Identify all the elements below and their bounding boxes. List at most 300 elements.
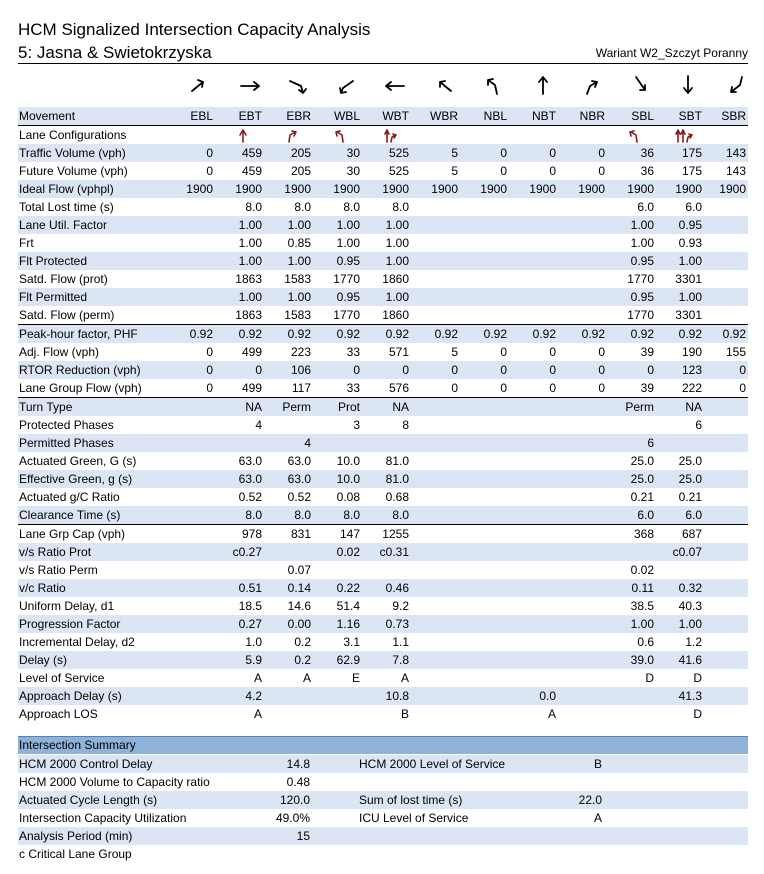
row-label: Progression Factor	[18, 615, 176, 633]
table-cell	[509, 669, 558, 687]
table-cell: 0.32	[656, 579, 704, 597]
table-cell	[704, 543, 748, 561]
table-cell: 4.2	[215, 687, 264, 705]
table-cell	[176, 234, 215, 252]
table-row	[18, 633, 748, 651]
table-cell: 1860	[362, 306, 411, 325]
table-row	[18, 398, 748, 417]
table-cell: D	[693, 671, 702, 685]
table-row	[18, 325, 748, 344]
table-cell	[704, 470, 748, 488]
table-cell	[411, 126, 460, 145]
variant-label: Wariant W2_Szczyt Poranny	[595, 46, 748, 60]
table-cell	[411, 633, 460, 651]
table-cell: 1.00	[656, 288, 704, 306]
table-cell	[362, 434, 411, 452]
table-cell: 5	[451, 345, 458, 359]
table-header-row	[18, 107, 748, 126]
summary-label-secondary: Sum of lost time (s)	[359, 793, 463, 807]
sbl-arrow-icon	[630, 74, 652, 96]
table-cell	[460, 651, 509, 669]
table-cell: D	[645, 671, 654, 685]
summary-value: 14.8	[286, 757, 310, 771]
table-cell: 1900	[176, 180, 215, 198]
table-cell: A	[547, 707, 556, 721]
table-cell	[558, 288, 607, 306]
row-label: Effective Green, g (s)	[18, 470, 176, 488]
table-cell	[704, 434, 748, 452]
table-row	[18, 343, 748, 361]
table-cell: 0.92	[704, 325, 748, 344]
table-cell	[607, 543, 656, 561]
table-row	[18, 506, 748, 525]
summary-row	[18, 809, 748, 827]
summary-label-secondary: HCM 2000 Level of Service	[359, 757, 506, 771]
row-label: Actuated g/C Ratio	[19, 490, 120, 504]
table-cell: 0.92	[411, 325, 460, 344]
through-through-right-lane-icon	[675, 128, 693, 144]
table-cell: 1583	[264, 306, 313, 325]
table-cell: 5	[451, 164, 458, 178]
table-cell: 41.3	[656, 687, 704, 705]
table-cell	[704, 615, 748, 633]
table-cell: 1.1	[392, 635, 409, 649]
table-cell	[176, 216, 215, 234]
table-cell	[558, 416, 607, 434]
table-cell: B	[400, 707, 409, 721]
table-cell: 525	[388, 164, 409, 178]
table-cell	[313, 705, 362, 723]
table-cell	[509, 288, 558, 306]
table-cell: 1.00	[336, 236, 360, 250]
table-cell	[313, 434, 362, 452]
table-cell: NA	[215, 398, 264, 417]
table-cell	[509, 216, 558, 234]
table-row	[18, 288, 748, 306]
table-cell: 30	[313, 144, 362, 162]
table-cell	[460, 198, 509, 216]
table-cell: 8.0	[392, 200, 409, 214]
table-cell	[411, 452, 460, 470]
row-label: v/s Ratio Perm	[19, 563, 98, 577]
table-cell: 39.0	[607, 651, 656, 669]
table-cell: 0	[460, 379, 509, 398]
table-cell: 8	[402, 418, 409, 432]
table-cell: 0.14	[264, 579, 313, 597]
table-cell: 0.92	[215, 325, 264, 344]
table-cell	[704, 705, 748, 723]
table-row	[18, 234, 748, 252]
table-cell	[704, 488, 748, 506]
table-cell	[215, 561, 264, 579]
table-cell: 0.51	[215, 579, 264, 597]
left-lane-icon	[333, 128, 351, 144]
table-cell: 0.00	[264, 615, 313, 633]
table-cell: 41.6	[656, 651, 704, 669]
table-cell	[411, 398, 460, 417]
table-row	[18, 270, 748, 288]
table-cell: Perm	[264, 398, 313, 417]
table-cell	[411, 488, 460, 506]
table-cell	[558, 525, 607, 544]
table-cell: 1.00	[264, 252, 313, 270]
table-cell	[411, 543, 460, 561]
table-cell	[264, 416, 313, 434]
table-cell	[509, 597, 558, 615]
table-cell	[313, 126, 362, 145]
table-cell	[215, 126, 264, 145]
table-row	[18, 198, 748, 216]
table-cell	[607, 687, 656, 705]
wbl-arrow-icon	[335, 74, 357, 96]
table-cell: 525	[362, 144, 411, 162]
table-cell: 1.00	[656, 615, 704, 633]
table-cell: 1900	[607, 180, 656, 198]
table-cell: 6	[695, 418, 702, 432]
table-cell: 0.85	[287, 236, 311, 250]
table-cell: 222	[656, 379, 704, 398]
table-cell	[558, 452, 607, 470]
table-cell: 0.92	[264, 325, 313, 344]
summary-title: Intersection Summary	[19, 738, 136, 752]
column-header-wbr: WBR	[411, 107, 460, 126]
table-cell: 25.0	[656, 470, 704, 488]
table-cell	[411, 579, 460, 597]
table-cell: 1900	[362, 180, 411, 198]
row-label: Lane Grp Cap (vph)	[19, 527, 126, 541]
table-cell: 0.2	[264, 651, 313, 669]
table-cell	[362, 126, 411, 145]
table-cell: 1860	[382, 272, 409, 286]
table-cell: 1255	[382, 527, 409, 541]
row-label: Uniform Delay, d1	[19, 599, 115, 613]
table-cell: 1583	[284, 272, 311, 286]
table-cell: 1770	[333, 272, 360, 286]
table-cell	[176, 651, 215, 669]
row-label: Flt Permitted	[18, 288, 176, 306]
table-cell: 1.00	[313, 216, 362, 234]
table-cell	[176, 615, 215, 633]
through-lane-icon	[235, 128, 253, 144]
table-cell: 147	[339, 527, 360, 541]
row-label: Approach Delay (s)	[18, 687, 176, 705]
table-cell: 1770	[313, 306, 362, 325]
table-cell	[215, 434, 264, 452]
table-cell	[411, 416, 460, 434]
table-cell: 8.0	[343, 200, 360, 214]
table-cell	[509, 543, 558, 561]
table-row	[18, 416, 748, 434]
table-cell	[176, 543, 215, 561]
table-cell: 978	[241, 527, 262, 541]
table-cell: 205	[264, 144, 313, 162]
table-cell: 0.92	[607, 325, 656, 344]
table-cell: A	[253, 671, 262, 685]
table-cell: 1.00	[656, 252, 704, 270]
summary-value-secondary: A	[593, 811, 602, 825]
table-cell	[176, 452, 215, 470]
table-cell	[176, 288, 215, 306]
summary-value: 120.0	[279, 793, 310, 807]
table-cell	[460, 306, 509, 325]
row-label: Total Lost time (s)	[19, 200, 114, 214]
table-cell	[607, 416, 656, 434]
table-cell: 0.27	[215, 615, 264, 633]
header-divider	[18, 63, 748, 64]
table-cell	[607, 705, 656, 723]
row-label: Turn Type	[18, 398, 176, 417]
column-header-ebr: EBR	[264, 107, 313, 126]
table-cell: 6.0	[637, 200, 654, 214]
summary-value-secondary: 22.0	[578, 793, 602, 807]
table-cell: 0.95	[313, 288, 362, 306]
table-cell	[176, 126, 215, 145]
table-cell: 499	[215, 379, 264, 398]
column-header-nbl: NBL	[460, 107, 509, 126]
table-cell: c0.31	[362, 543, 411, 561]
row-label: Incremental Delay, d2	[19, 635, 135, 649]
table-cell	[411, 506, 460, 525]
ebl-arrow-icon	[188, 74, 210, 96]
table-cell: 4	[255, 418, 262, 432]
table-cell	[704, 216, 748, 234]
table-cell: 63.0	[215, 470, 264, 488]
row-label: Delay (s)	[18, 651, 176, 669]
table-cell: 117	[264, 379, 313, 398]
table-row	[18, 379, 748, 398]
table-cell	[509, 470, 558, 488]
movement-arrow-row	[0, 70, 764, 104]
column-header-wbt: WBT	[362, 107, 411, 126]
table-cell	[176, 687, 215, 705]
table-cell	[176, 488, 215, 506]
right-lane-icon	[284, 128, 302, 144]
column-header-sbt: SBT	[656, 107, 704, 126]
row-label: Ideal Flow (vphpl)	[18, 180, 176, 198]
table-cell	[704, 633, 748, 651]
table-cell: 0	[509, 379, 558, 398]
table-cell: 0	[509, 144, 558, 162]
row-label: Adj. Flow (vph)	[19, 345, 100, 359]
table-cell	[509, 126, 558, 145]
table-cell: 205	[290, 164, 311, 178]
table-cell	[460, 398, 509, 417]
table-cell	[313, 561, 362, 579]
table-cell	[176, 633, 215, 651]
table-cell: 1.16	[313, 615, 362, 633]
table-row	[18, 470, 748, 488]
table-cell: 25.0	[678, 454, 702, 468]
table-cell: 0.21	[678, 490, 702, 504]
table-cell: 0.92	[362, 325, 411, 344]
table-cell: 0	[558, 144, 607, 162]
summary-label: Actuated Cycle Length (s)	[19, 793, 158, 807]
table-cell: 175	[656, 144, 704, 162]
column-header-sbl: SBL	[607, 107, 656, 126]
table-cell	[509, 270, 558, 288]
table-row	[18, 434, 748, 452]
table-cell	[558, 198, 607, 216]
table-cell	[656, 561, 704, 579]
table-cell	[460, 434, 509, 452]
table-cell: 33	[313, 379, 362, 398]
table-cell: 0	[206, 345, 213, 359]
table-row	[18, 361, 748, 379]
table-cell: 0.02	[630, 563, 654, 577]
table-cell	[460, 452, 509, 470]
table-row	[18, 705, 748, 723]
summary-label-secondary: ICU Level of Service	[359, 811, 469, 825]
report-title: HCM Signalized Intersection Capacity Analysis	[18, 20, 371, 39]
table-row	[18, 669, 748, 687]
table-cell	[264, 705, 313, 723]
table-cell: 0	[176, 379, 215, 398]
table-cell: 1.00	[362, 288, 411, 306]
through-right-lane-icon	[382, 128, 400, 144]
table-cell	[509, 633, 558, 651]
summary-row	[18, 773, 748, 791]
table-cell: A	[400, 671, 409, 685]
table-cell: 1863	[215, 306, 264, 325]
table-cell: D	[693, 707, 702, 721]
table-cell: 3301	[656, 306, 704, 325]
table-cell: 687	[681, 527, 702, 541]
wbt-arrow-icon	[384, 74, 406, 96]
table-cell	[460, 615, 509, 633]
table-cell	[558, 126, 607, 145]
table-cell: NA	[362, 398, 411, 417]
table-cell: 8.0	[362, 506, 411, 525]
table-cell	[460, 687, 509, 705]
table-cell	[460, 288, 509, 306]
table-cell: 0.21	[630, 490, 654, 504]
table-cell: 0.11	[607, 579, 656, 597]
table-cell	[558, 579, 607, 597]
table-cell	[411, 434, 460, 452]
table-cell	[509, 434, 558, 452]
table-cell	[176, 198, 215, 216]
table-cell	[176, 306, 215, 325]
table-cell: 6.0	[656, 506, 704, 525]
table-cell: 0	[598, 345, 605, 359]
summary-label: HCM 2000 Control Delay	[19, 757, 153, 771]
table-cell: 1.00	[607, 615, 656, 633]
table-cell	[558, 561, 607, 579]
table-cell: 155	[725, 345, 746, 359]
row-label: Approach LOS	[19, 707, 98, 721]
table-cell	[558, 615, 607, 633]
table-cell	[411, 651, 460, 669]
table-cell: 1900	[264, 180, 313, 198]
table-cell	[460, 705, 509, 723]
table-cell	[176, 416, 215, 434]
table-cell: 51.4	[336, 599, 360, 613]
row-label: Flt Protected	[18, 252, 176, 270]
table-cell	[558, 669, 607, 687]
table-cell	[558, 543, 607, 561]
table-cell: 0.07	[287, 563, 311, 577]
table-cell	[704, 452, 748, 470]
table-cell: 0.92	[313, 325, 362, 344]
table-cell: 3.1	[343, 635, 360, 649]
summary-row	[18, 791, 748, 809]
table-cell: 499	[241, 345, 262, 359]
table-cell: 38.5	[630, 599, 654, 613]
table-row	[18, 525, 748, 544]
table-cell	[558, 705, 607, 723]
table-cell: 1.2	[685, 635, 702, 649]
table-cell: 1.00	[362, 252, 411, 270]
table-cell: 0.93	[678, 236, 702, 250]
table-cell: 8.0	[245, 200, 262, 214]
row-label: Frt	[19, 236, 34, 250]
table-cell: 1.00	[607, 216, 656, 234]
table-cell	[411, 234, 460, 252]
table-cell: 81.0	[362, 470, 411, 488]
table-cell: 0	[704, 361, 748, 379]
table-cell: 1900	[411, 180, 460, 198]
table-cell: 62.9	[313, 651, 362, 669]
table-cell: 0	[176, 144, 215, 162]
table-row	[18, 687, 748, 705]
table-cell	[558, 506, 607, 525]
table-cell: 3	[353, 418, 360, 432]
table-cell	[176, 579, 215, 597]
table-row	[18, 216, 748, 234]
table-cell: c0.07	[656, 543, 704, 561]
table-cell	[509, 452, 558, 470]
table-cell	[460, 597, 509, 615]
table-row	[18, 162, 748, 180]
table-cell	[176, 705, 215, 723]
table-cell: 5	[411, 144, 460, 162]
table-cell: 1900	[460, 180, 509, 198]
table-cell	[313, 687, 362, 705]
table-cell	[607, 126, 656, 145]
row-label: Peak-hour factor, PHF	[18, 325, 176, 344]
table-cell: 1.00	[362, 216, 411, 234]
table-cell	[176, 525, 215, 544]
table-cell	[558, 597, 607, 615]
table-cell	[411, 198, 460, 216]
table-cell	[411, 687, 460, 705]
table-cell	[411, 270, 460, 288]
table-cell	[264, 126, 313, 145]
table-cell: 10.0	[313, 470, 362, 488]
table-cell: 0.92	[460, 325, 509, 344]
row-label: Permitted Phases	[18, 434, 176, 452]
row-label: v/s Ratio Prot	[18, 543, 176, 561]
table-cell	[460, 561, 509, 579]
table-row	[18, 615, 748, 633]
table-cell	[509, 398, 558, 417]
summary-row	[18, 827, 748, 845]
table-cell	[362, 561, 411, 579]
table-cell: NA	[656, 398, 704, 417]
table-cell: 1.00	[238, 236, 262, 250]
table-cell: 0.95	[607, 252, 656, 270]
table-cell: 14.6	[287, 599, 311, 613]
table-cell	[704, 234, 748, 252]
table-cell: 175	[681, 164, 702, 178]
table-cell: 1900	[558, 180, 607, 198]
table-row	[18, 543, 748, 561]
table-cell	[460, 126, 509, 145]
table-cell: 0	[362, 361, 411, 379]
table-cell	[460, 543, 509, 561]
table-cell: 0	[558, 379, 607, 398]
table-cell	[176, 434, 215, 452]
